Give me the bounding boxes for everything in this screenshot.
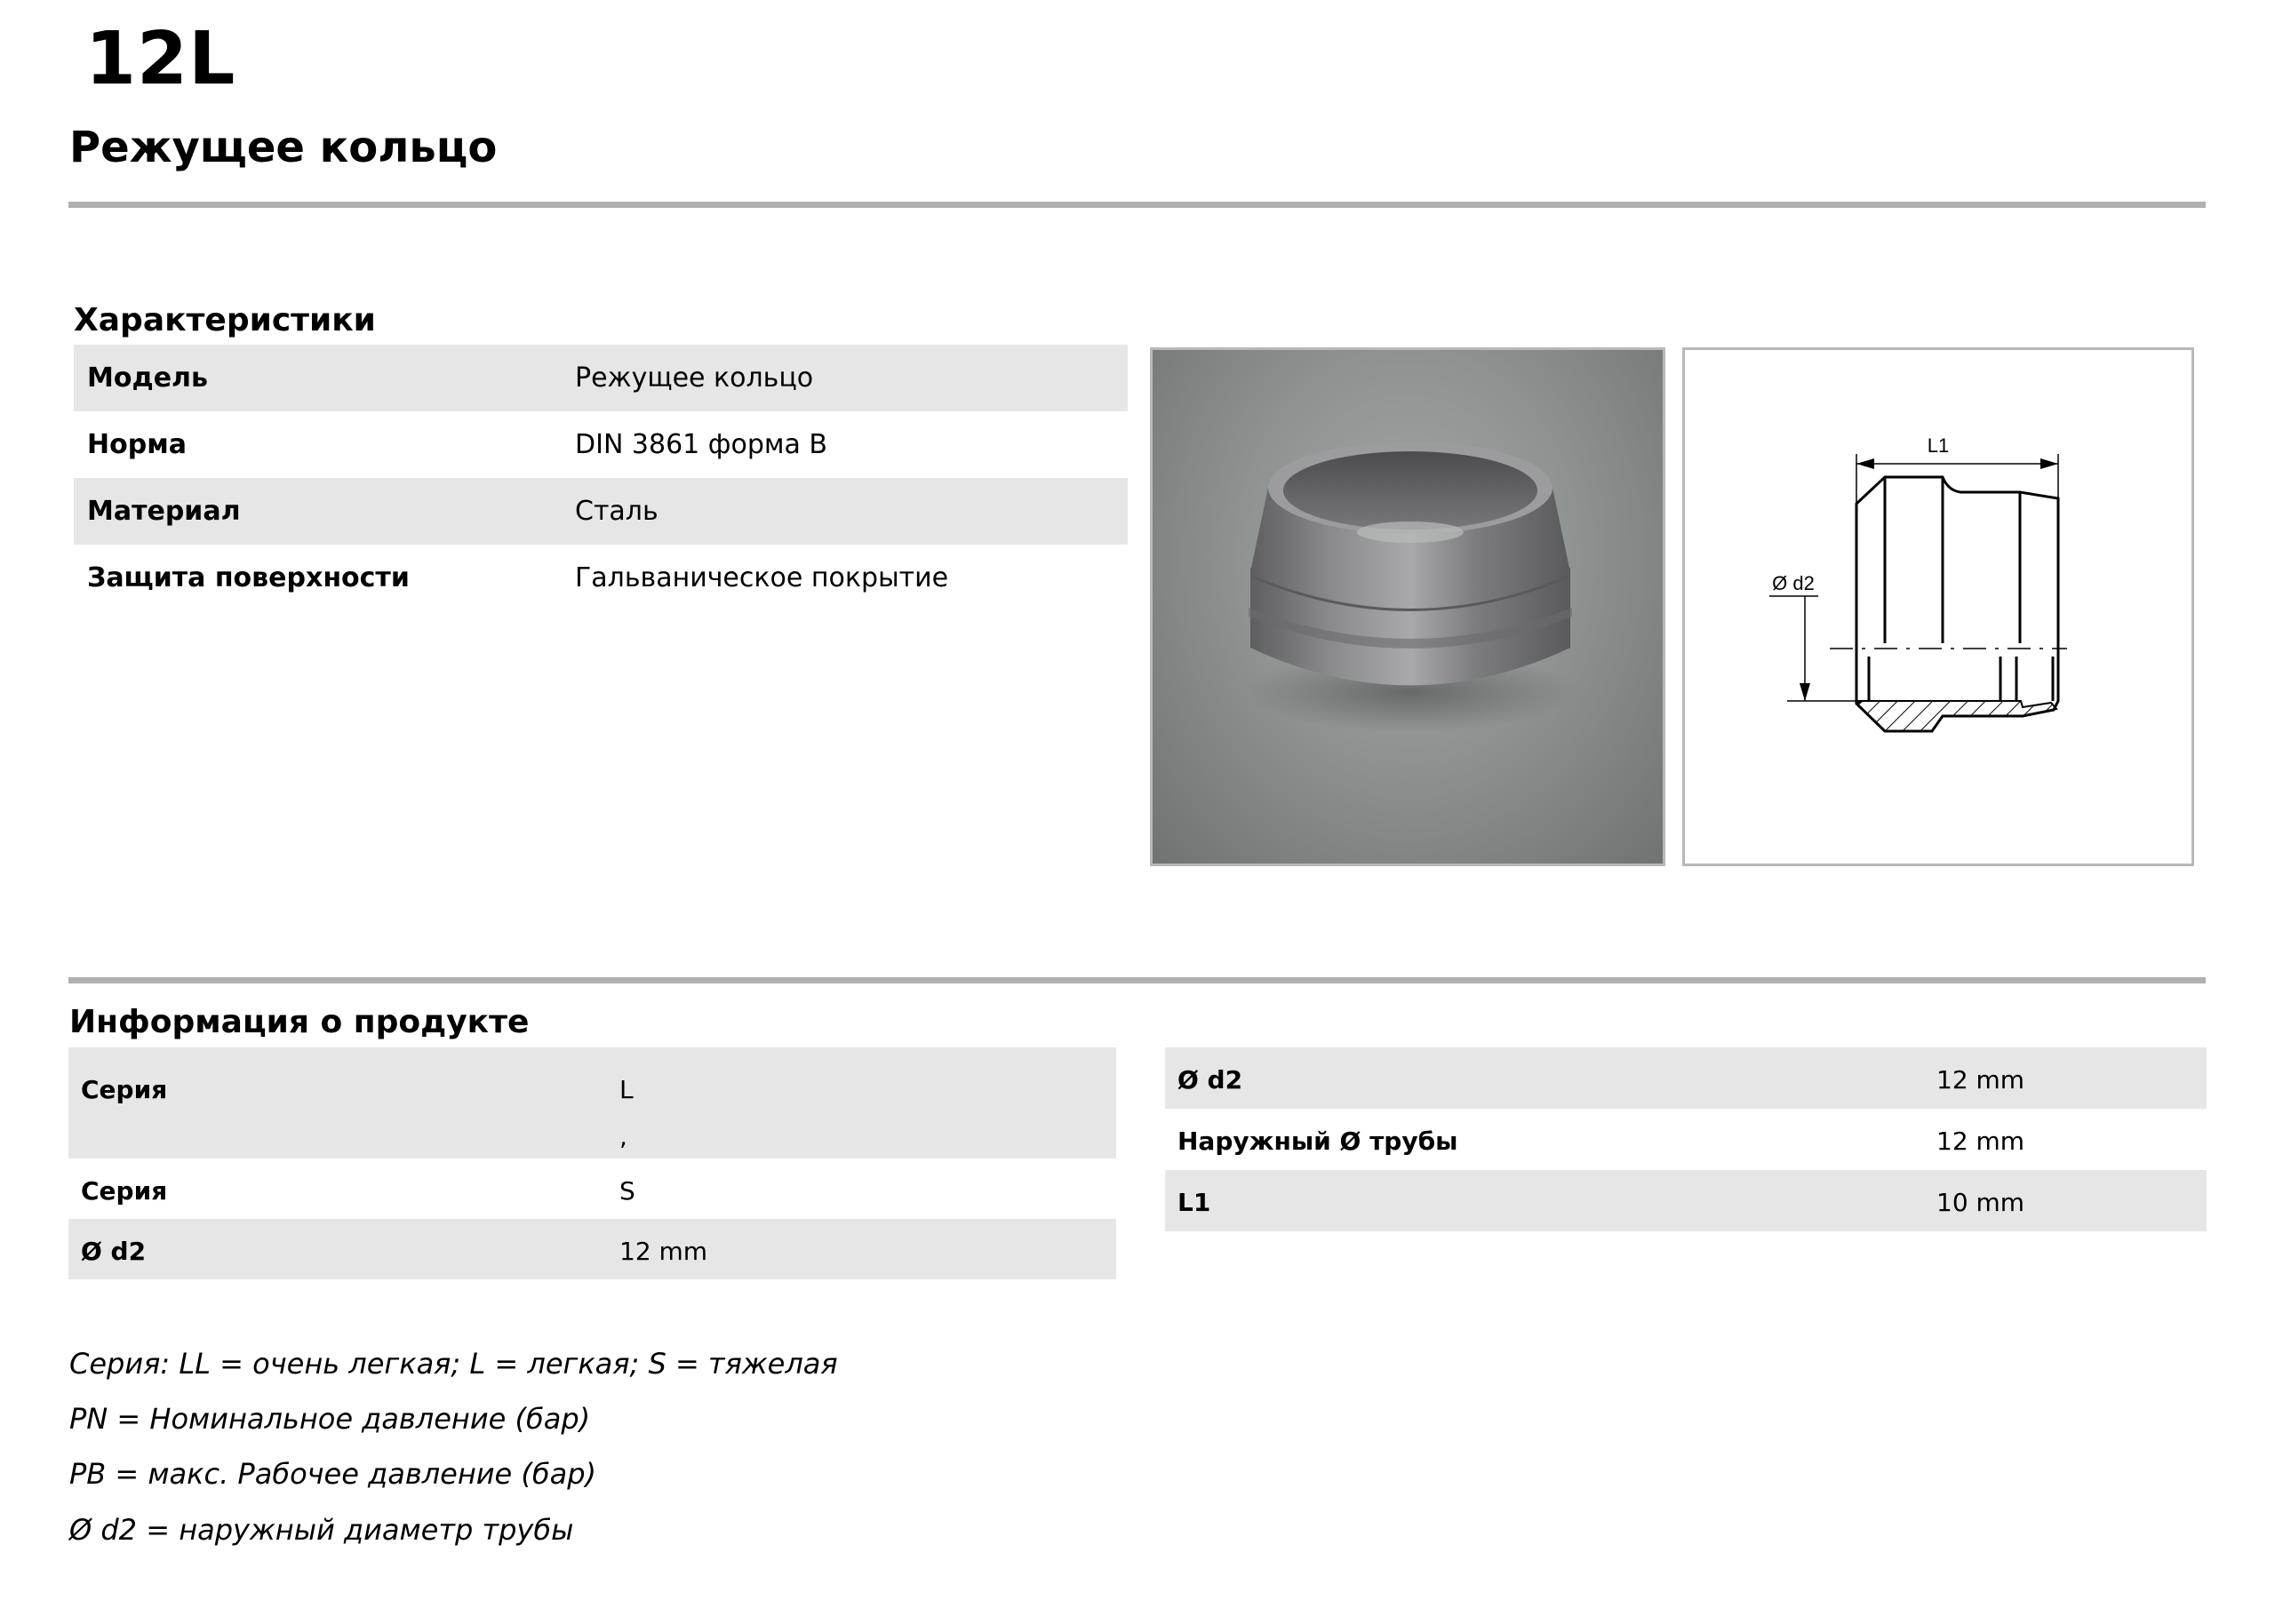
info-value-continuation: , xyxy=(619,1122,627,1151)
info-value: 12 mm xyxy=(1936,1065,2025,1095)
info-label: Серия xyxy=(81,1176,168,1206)
info-row-tube-outer-diameter xyxy=(1165,1109,2207,1170)
specs-value: Гальваническое покрытие xyxy=(575,562,949,593)
info-label: Наружный Ø трубы xyxy=(1177,1126,1458,1156)
note-series-legend: Серия: LL = очень легкая; L = легкая; S = тяжелая xyxy=(69,1347,838,1381)
specs-value: Сталь xyxy=(575,496,659,527)
product-title: Режущее кольцо xyxy=(69,123,498,172)
info-row-d2 xyxy=(1165,1047,2207,1109)
specs-row-material xyxy=(74,478,1128,545)
info-value: 12 mm xyxy=(1936,1126,2025,1156)
note-pb: PB = макс. Рабочее давление (бар) xyxy=(69,1457,597,1491)
specs-row-standard xyxy=(74,411,1128,478)
info-value: 10 mm xyxy=(1936,1188,2025,1217)
note-d2: Ø d2 = наружный диаметр трубы xyxy=(69,1513,574,1547)
specs-label: Модель xyxy=(87,362,208,394)
dimension-d2-label: Ø d2 xyxy=(1772,572,1815,594)
info-row-d2 xyxy=(68,1219,1116,1279)
specs-label: Норма xyxy=(87,429,187,460)
info-value: 12 mm xyxy=(619,1237,708,1266)
cutting-ring-section-drawing xyxy=(1685,350,2191,864)
info-row-l1 xyxy=(1165,1170,2207,1231)
product-code: 12L xyxy=(85,17,236,101)
section-divider xyxy=(68,977,2206,983)
product-info-table-left xyxy=(68,1047,1116,1279)
product-photo xyxy=(1150,347,1665,866)
technical-drawing xyxy=(1682,347,2194,866)
info-row-series-l xyxy=(68,1047,1116,1158)
product-info-section-title: Информация о продукте xyxy=(69,1004,530,1040)
dimension-l1-label: L1 xyxy=(1927,434,1950,457)
specs-value: Режущее кольцо xyxy=(575,362,814,394)
specs-label: Материал xyxy=(87,496,241,527)
header-divider xyxy=(68,202,2206,208)
note-pn: PN = Номинальное давление (бар) xyxy=(69,1402,591,1436)
specs-table xyxy=(74,345,1128,611)
info-row-series-s xyxy=(68,1158,1116,1219)
product-info-table-right xyxy=(1165,1047,2207,1231)
info-label: L1 xyxy=(1177,1188,1211,1217)
info-value: L xyxy=(619,1075,634,1104)
specs-label: Защита поверхности xyxy=(87,562,410,593)
specs-row-model xyxy=(74,345,1128,411)
specs-row-surface-protection xyxy=(74,545,1128,611)
cutting-ring-photo-illustration xyxy=(1153,350,1663,864)
info-label: Ø d2 xyxy=(81,1237,147,1266)
specs-section-title: Характеристики xyxy=(74,302,376,338)
specs-value: DIN 3861 форма B xyxy=(575,429,827,460)
info-label: Серия xyxy=(81,1075,168,1104)
info-value: S xyxy=(619,1176,635,1206)
info-label: Ø d2 xyxy=(1177,1065,1243,1095)
